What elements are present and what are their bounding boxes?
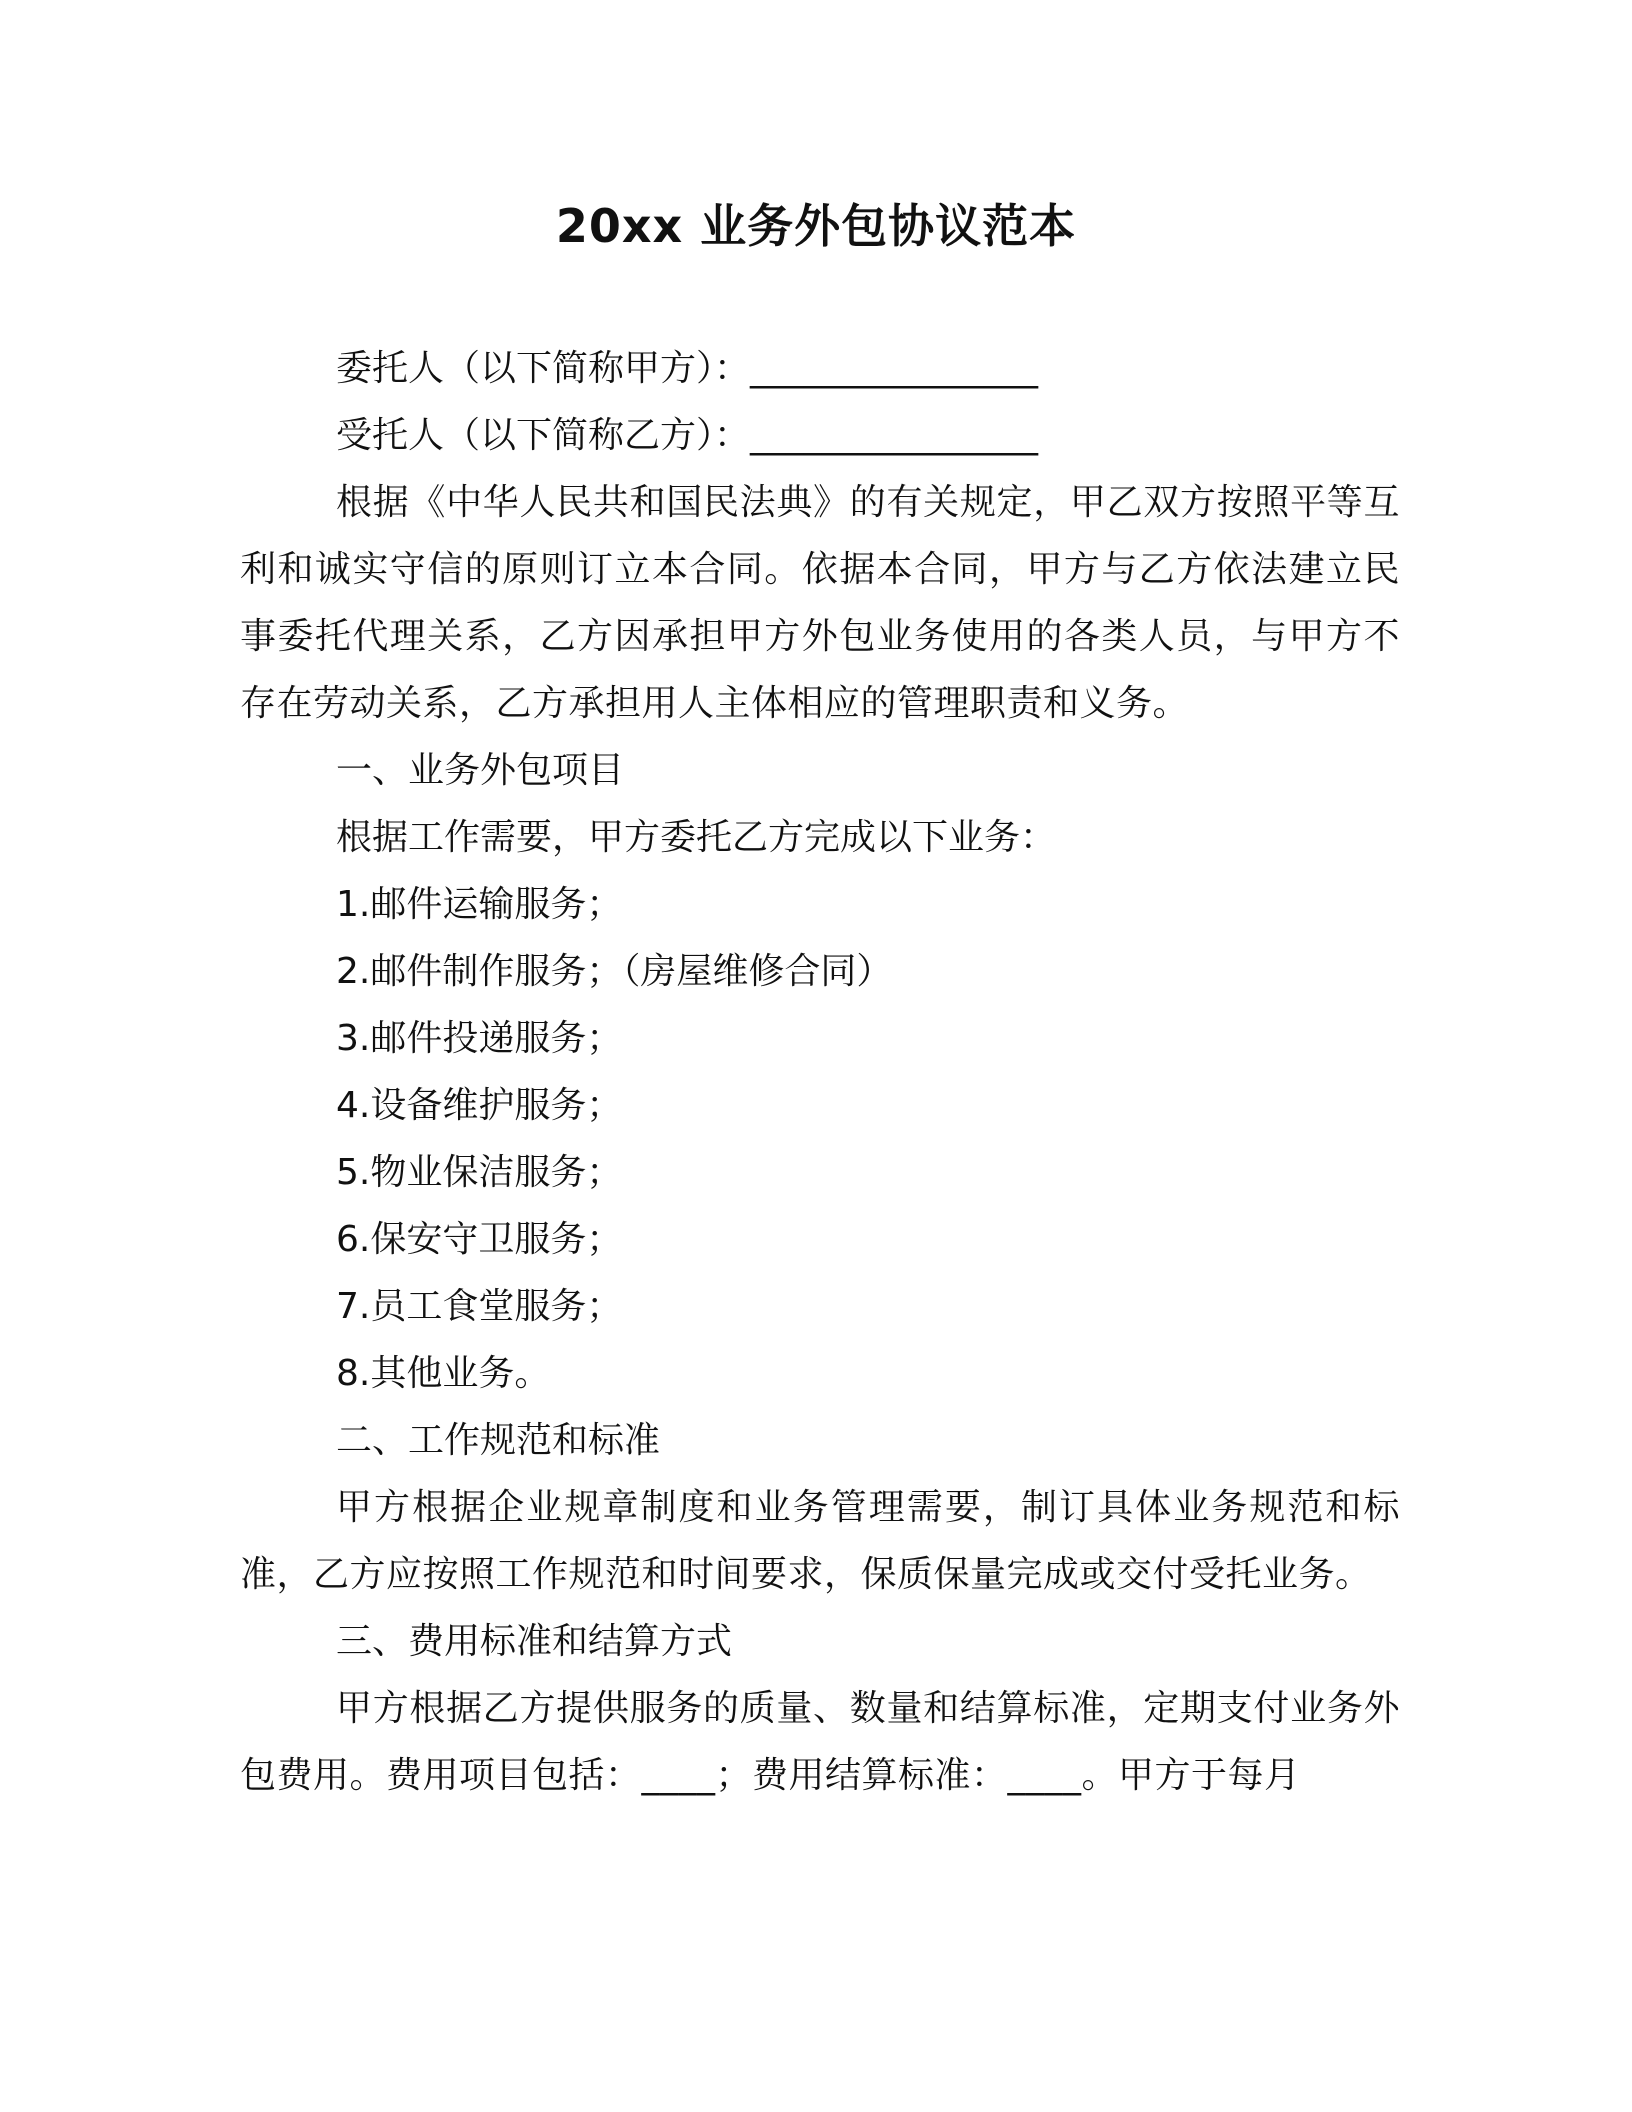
list-item: 8.其他业务。 — [336, 1353, 551, 1394]
section-1-intro: 根据工作需要，甲方委托乙方完成以下业务： — [336, 817, 1057, 858]
principal-line: 委托人（以下简称甲方）：________________ — [336, 348, 1039, 389]
list-item: 7.员工食堂服务； — [336, 1286, 623, 1327]
agent-line: 受托人（以下简称乙方）：________________ — [336, 415, 1039, 456]
preamble-paragraph: 根据《中华人民共和国民法典》的有关规定，甲乙双方按照平等互利和诚实守信的原则订立本合同。依据本合同，甲方与乙方依法建立民事委托代理关系，乙方因承担甲方外包业务使用的各类人员，与甲方不存在劳动关系，乙方承担用人主体相应的管理职责和义务。 — [240, 482, 1400, 724]
list-item: 6.保安守卫服务； — [336, 1219, 623, 1260]
section-heading-2: 二、工作规范和标准 — [336, 1420, 661, 1461]
section-heading-1: 一、业务外包项目 — [336, 750, 625, 791]
list-item: 4.设备维护服务； — [336, 1085, 623, 1126]
section-3-paragraph: 甲方根据乙方提供服务的质量、数量和结算标准，定期支付业务外包费用。费用项目包括：____；费用结算标准：____。甲方于每月 — [240, 1688, 1400, 1796]
section-heading-3: 三、费用标准和结算方式 — [336, 1621, 733, 1662]
list-item: 2.邮件制作服务；（房屋维修合同） — [336, 951, 893, 992]
section-2-paragraph: 甲方根据企业规章制度和业务管理需要，制订具体业务规范和标准，乙方应按照工作规范和时间要求，保质保量完成或交付受托业务。 — [240, 1487, 1400, 1595]
list-item: 3.邮件投递服务； — [336, 1018, 623, 1059]
document-title: 20xx 业务外包协议范本 — [555, 199, 1077, 253]
list-item: 1.邮件运输服务； — [336, 884, 623, 925]
list-item: 5.物业保洁服务； — [336, 1152, 623, 1193]
document-body — [240, 335, 1400, 1809]
